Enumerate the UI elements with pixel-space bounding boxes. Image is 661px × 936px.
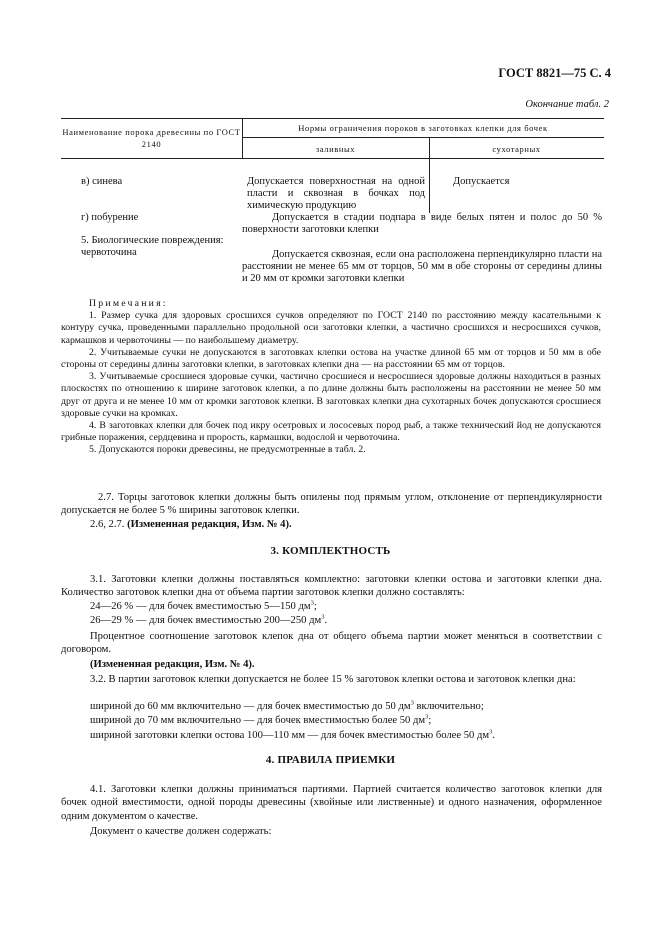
- share-text: 26—29 % — для бочек вместимостью 200—250 дм: [90, 615, 322, 626]
- width-line-3: шириной заготовки клепки остова 100—110 мм — для бочек вместимостью более 50 $дм^3$.: [90, 728, 495, 741]
- superscript: 3: [410, 699, 414, 707]
- notes-title: Примечания:: [89, 298, 168, 309]
- width-text: шириной заготовки клепки остова 100—110 мм — для бочек вместимостью более 50 дм: [90, 730, 490, 741]
- revision-note: (Измененная редакция, Изм. № 4).: [90, 659, 255, 670]
- note-item: 5. Допускаются пороки древесины, не предусмотренные в табл. 2.: [89, 444, 366, 456]
- col-wet-header: заливных: [315, 144, 356, 154]
- superscript: 3: [321, 613, 325, 621]
- row-defect-name: в) синева: [81, 176, 123, 187]
- row-dry-norm: Допускается: [453, 176, 510, 187]
- width-text-end: включительно;: [413, 701, 484, 712]
- clause-2-7: 2.7. Торцы заготовок клепки должны быть опилены под прямым углом, отклонение от перпендикулярности допускается не более 5 % ширины заготовок клепки.: [61, 492, 602, 517]
- table-top-border: [61, 118, 604, 119]
- superscript: 3: [310, 599, 314, 607]
- superscript: 3: [489, 728, 493, 736]
- row-span-norm: Допускается в стадии подпара в виде белых пятен и полос до 50 % поверхности заготовки клепки: [242, 212, 602, 235]
- table-continuation-label: Окончание табл. 2: [525, 99, 609, 110]
- row-defect-name: г) побурение: [81, 212, 139, 223]
- note-item: 1. Размер сучка для здоровых сросшихся сучков определяют по ГОСТ 2140 по расстоянию между касательными к контуру сучка, проведенными параллельно продольной оси заготовки клепки, а частично сросшихся и несросшихся сучков, кармашков и червоточины — по наибольшему диаметру.: [61, 310, 601, 346]
- table-notes: [61, 298, 601, 457]
- ratio-paragraph: Процентное соотношение заготовок клепок дна от общего объема партии может меняться в соответствии с договором.: [61, 631, 602, 656]
- row-span-norm: Допускается сквозная, если она расположена перпендикулярно пласти на расстоянии не менее 65 мм от торцов, 50 мм в обе стороны от середины длины и 20 мм от кромки заготовки клепки: [242, 249, 602, 284]
- width-line-1: [90, 700, 602, 713]
- width-line-2: шириной до 70 мм включительно — для бочек вместимостью более 50 $дм^3$;: [90, 713, 432, 726]
- bottom-share-line-2: 26—29 % — для бочек вместимостью 200—250 $дм^3$.: [90, 613, 328, 626]
- superscript: 3: [425, 713, 429, 721]
- clause-ref: 2.6, 2.7.: [90, 519, 128, 530]
- section-3-title: 3. КОМПЛЕКТНОСТЬ: [270, 545, 391, 557]
- width-text: шириной до 70 мм включительно — для бочек вместимостью более 50 дм: [90, 715, 426, 726]
- note-item: 4. В заготовках клепки для бочек под икру осетровых и лососевых пород рыб, а также технический йод не допускаются грибные поражения, сердцевина и прорость, кармашки, водослой и червоточина.: [61, 420, 601, 444]
- col-dry-header: сухотарных: [492, 144, 541, 154]
- clause-3-1: 3.1. Заготовки клепки должны поставляться комплектно: заготовки клепки остова и заготовки клепки дна. Количество заготовок клепки дна от объема партии заготовок клепки должно составлять:: [61, 574, 602, 599]
- note-item: 2. Учитываемые сучки не допускаются в заготовках клепки остова на участке длиной 65 мм от торцов и 50 мм в обе стороны от середины длины заготовки клепки, в заготовках клепки дна — на расстоянии 65 мм от торцов.: [61, 346, 601, 371]
- clause-2-6-2-7-revision: [90, 518, 602, 531]
- col-defect-name-header: Наименование порока древесины по ГОСТ 2140: [62, 127, 241, 149]
- clause-4-1: 4.1. Заготовки клепки должны приниматься партиями. Партией считается количество заготовок клепки для бочек одной вместимости, одной породы древесины (хвойные или лиственные) и одного назначения, оформленное одним документом о качестве.: [61, 784, 602, 822]
- note-item: 3. Учитываемые сросшиеся здоровые сучки, частично сросшиеся и несросшиеся здоровые должны находиться в разных плоскостях по отношению к ширине заготовок клепки, а по длине должны быть расположены на расстоянии не менее 50 мм друг от друга и не менее 10 мм от кромки заготовок клепки. В заготовках клепки дна сухотарных бочек допускаются сросшиеся здоровые сучки на кромках.: [61, 371, 601, 419]
- clause-3-2: 3.2. В партии заготовок клепки допускается не более 15 % заготовок клепки остова и заготовок клепки дна:: [90, 674, 576, 685]
- revision-note: (Измененная редакция, Изм. № 4).: [127, 519, 292, 530]
- section-4-title: 4. ПРАВИЛА ПРИЕМКИ: [265, 754, 396, 766]
- quality-doc-paragraph: Документ о качестве должен содержать:: [90, 826, 272, 837]
- bottom-share-line-1: 24—26 % — для бочек вместимостью 5—150 $дм^3$;: [90, 599, 317, 612]
- table-header-bottom-border: [61, 158, 604, 159]
- row-wet-norm: Допускается поверхностная на одной пласти и сквозная в бочках под химическую продукцию: [247, 176, 425, 211]
- table-group-divider: [242, 137, 604, 138]
- page-header: ГОСТ 8821—75 С. 4: [498, 66, 611, 80]
- share-text: 24—26 % — для бочек вместимостью 5—150 дм: [90, 601, 311, 612]
- col-norms-header: Нормы ограничения пороков в заготовках клепки для бочек: [298, 123, 548, 133]
- width-text: шириной до 60 мм включительно — для бочек вместимостью до 50 дм: [90, 701, 411, 712]
- row-defect-name: 5. Биологические повреждения: червоточина: [81, 235, 224, 258]
